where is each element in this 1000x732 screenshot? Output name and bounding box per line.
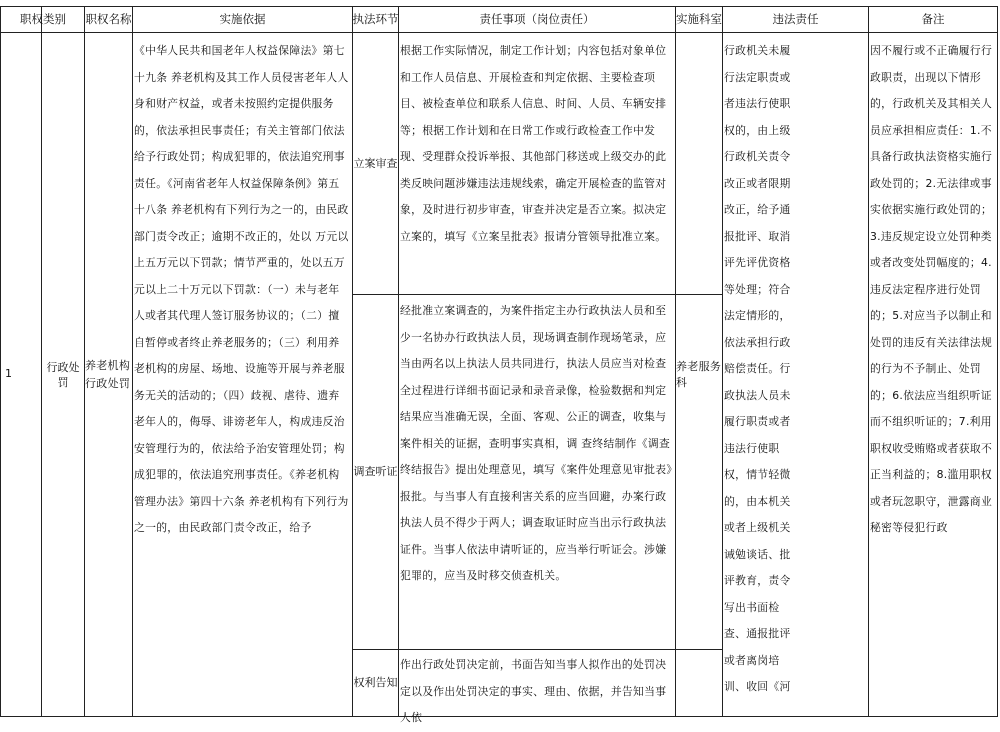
header-liability: 违法责任 [772, 12, 819, 26]
row-name-text: 养老机构行政处罚 [85, 358, 131, 390]
row-index-text: 1 [5, 367, 12, 381]
row-dept-text: 养老服务科 [676, 359, 722, 389]
col-line-3 [132, 6, 133, 717]
row-liability: 行政机关未履行法定职责或者违法行使职权的，由上级行政机关责令改正或者限期改正，给予通报批评、取消评先评优资格等处理；符合法定情形的，依法承担行政赔偿责任。行政执法人员未履行职责或者违法行使职权，情节轻微的，由本机关或者上级机关诫勉谈话、批评教育，责令写出书面检查、通报批评或者离岗培训、收回《河 [724, 44, 791, 693]
col-line-7 [722, 6, 723, 717]
table-border-bottom [0, 716, 998, 717]
row-dept [676, 33, 722, 716]
header-step: 执法环节 [352, 12, 399, 26]
step-3-name [353, 650, 398, 716]
row-name [85, 33, 132, 716]
step-3-duty: 作出行政处罚决定前，书面告知当事人拟作出的处罚决定以及作出处罚决定的事实、理由、依据，并告知当事人依 [400, 658, 667, 724]
header-name: 职权名称 [85, 12, 132, 26]
header-category: 职权类别 [20, 12, 66, 26]
header-dept: 实施科室 [676, 12, 722, 26]
step-1-name-text: 立案审查 [353, 156, 398, 170]
step-1-name [353, 33, 398, 294]
step-2-name [353, 295, 398, 649]
row-category-text: 行政处罚 [46, 360, 80, 389]
row-remark: 因不履行或不正确履行行政职责，出现以下情形的，行政机关及其相关人员应承担相应责任：1.不具备行政执法资格实施行政处罚的；2.无法律或事实依据实施行政处罚的；3.违反规定设立处罚种类或者改变处罚幅度的；4.违反法定程序进行处罚的；5.对应当予以制止和处罚的违反有关法律法规的行为不予制止、处罚的；6.依法应当组织听证而不组织听证的；7.利用职权收受贿赂或者获取不正当利益的；8.滥用职权或者玩忽职守，泄露商业秘密等侵犯行政 [870, 44, 993, 534]
row-basis: 《中华人民共和国老年人权益保障法》第七十九条 养老机构及其工作人员侵害老年人人身和财产权益，或者未按照约定提供服务的，依法承担民事责任；有关主管部门依法给予行政处罚；构成犯罪的，依法追究刑事责任。《河南省老年人权益保障条例》第五十八条 养老机构有下列行为之一的，由民政部门责令改正；逾期不改正的，处以 万元以上五万元以下罚款；情节严重的，处以五万元以上二十万元以下罚款：（一）未与老年人或者其代理人签订服务协议的；（二）擅自暂停或者终止养老服务的；（三）利用养老机构的房屋、场地、设施等开展与养老服务无关的活动的；（四）歧视、虐待、遗弃老年人的，侮辱、诽谤老年人，构成违反治安管理行为的，依法给予治安管理处罚；构成犯罪的，依法追究刑事责任。《养老机构管理办法》第四十六条 养老机构有下列行为之一的，由民政部门责令改正，给予 [134, 44, 349, 534]
col-line-9 [997, 6, 998, 717]
step-2-name-text: 调查听证 [353, 465, 398, 478]
step-2-duty: 经批准立案调查的，为案件指定主办行政执法人员和至少一名协办行政执法人员，现场调查制作现场笔录，应当由两名以上执法人员共同进行，执法人员应当对检查全过程进行详细书面记录和录音录像，检验数据和判定结果应当准确无误，全面、客观、公正的调查，收集与案件相关的证据，查明事实真相，调 查终结制作《调查终结报告》提出处理意见，填写《案件处理意见审批表》报批。与当事人有直接利害关系的应当回避，办案行政执法人员不得少于两人；调查取证时应当出示行政执法证件。当事人依法申请听证的，应当举行听证会。涉嫌犯罪的，应当及时移交侦查机关。 [400, 304, 673, 582]
header-divider [0, 32, 998, 33]
col-line-5 [398, 6, 399, 717]
step-1-duty: 根据工作实际情况，制定工作计划；内容包括对象单位和工作人员信息、开展检查和判定依据、主要检查项目、被检查单位和联系人信息、时间、人员、车辆安排等；根据工作计划和在日常工作或行政检查工作中发现、受理群众投诉举报、其他部门移送或上级交办的此类反映问题涉嫌违法违规线索，确定开展检查的监管对象，及时进行初步审查，审查并决定是否立案。拟决定立案的，填写《立案呈批表》报请分管领导批准立案。 [400, 44, 667, 243]
step-divider-2 [352, 649, 722, 650]
step-divider-1 [352, 294, 722, 295]
header-duty: 责任事项（岗位责任） [479, 12, 595, 26]
header-remark: 备注 [921, 12, 945, 26]
row-category [42, 33, 84, 716]
header-basis: 实施依据 [219, 12, 266, 26]
step-3-name-text: 权利告知 [353, 676, 398, 689]
row-index [1, 33, 41, 716]
col-line-8 [868, 6, 869, 717]
